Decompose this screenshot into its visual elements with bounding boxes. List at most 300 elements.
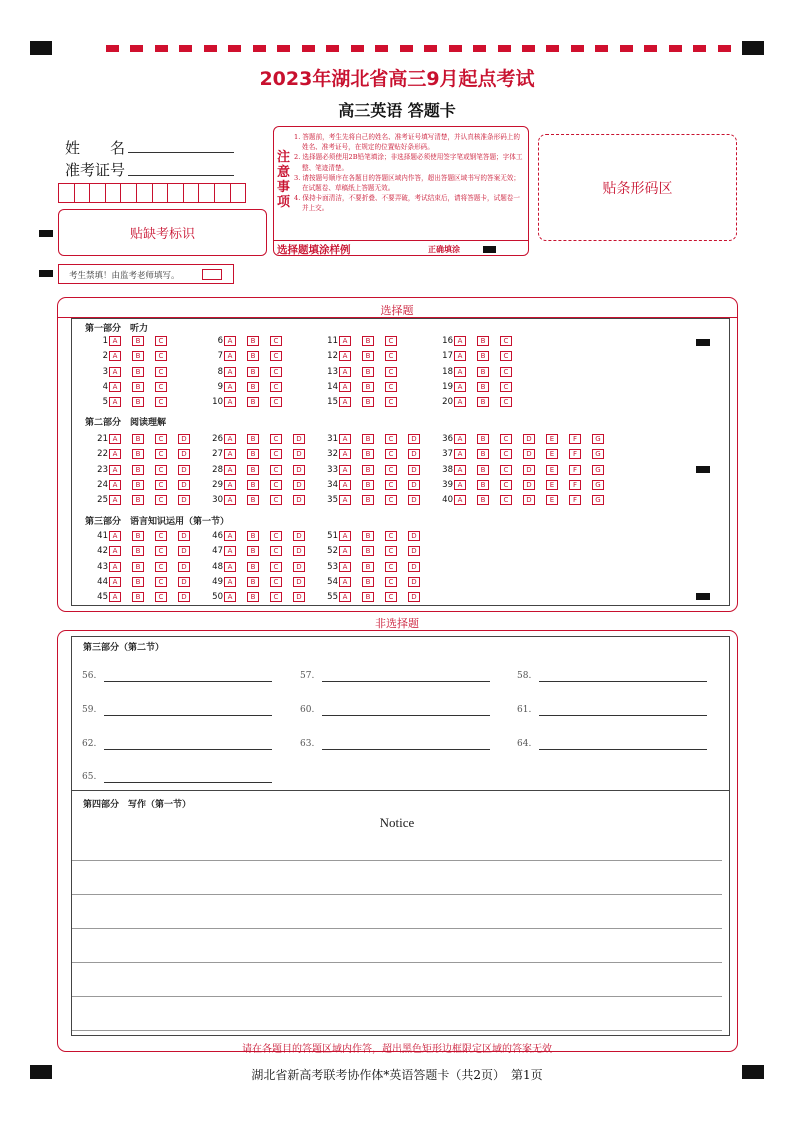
answer-bubble-a[interactable]: A — [224, 531, 236, 541]
answer-bubble-d[interactable]: D — [408, 434, 420, 444]
question-row — [207, 531, 316, 542]
answer-bubble-b[interactable]: B — [247, 449, 259, 459]
answer-bubble-a[interactable]: A — [339, 465, 351, 475]
answer-bubble-c[interactable]: C — [385, 546, 397, 556]
answer-bubble-c[interactable]: C — [385, 562, 397, 572]
blank-line[interactable] — [539, 749, 707, 750]
answer-bubble-c[interactable]: C — [270, 480, 282, 490]
answer-bubble-c[interactable]: C — [155, 434, 167, 444]
dash — [522, 45, 535, 52]
answer-bubble-c[interactable]: C — [385, 382, 397, 392]
blank-line[interactable] — [539, 715, 707, 716]
blank-line[interactable] — [104, 681, 272, 682]
answer-bubble-c[interactable]: C — [500, 397, 512, 407]
answer-bubble-c[interactable]: C — [500, 480, 512, 490]
answer-bubble-c[interactable]: C — [270, 382, 282, 392]
blank-number: 63. — [300, 739, 315, 749]
answer-bubble-a[interactable]: A — [224, 562, 236, 572]
question-row — [437, 449, 615, 460]
question-number: 19 — [442, 381, 453, 392]
question-number: 10 — [212, 397, 223, 408]
answer-bubble-e[interactable]: E — [546, 495, 558, 505]
answer-bubble-a[interactable]: A — [224, 382, 236, 392]
dash — [351, 45, 364, 52]
answer-bubble-a[interactable]: A — [339, 434, 351, 444]
writing-line[interactable] — [72, 860, 722, 861]
answer-bubble-d[interactable]: D — [178, 577, 190, 587]
answer-bubble-b[interactable]: B — [247, 382, 259, 392]
proctor-fill-box[interactable] — [202, 269, 222, 280]
answer-bubble-d[interactable]: D — [293, 546, 305, 556]
answer-bubble-c[interactable]: C — [385, 351, 397, 361]
question-number: 7 — [217, 351, 223, 362]
answer-bubble-d[interactable]: D — [408, 577, 420, 587]
answer-bubble-a[interactable]: A — [109, 367, 121, 377]
answer-bubble-a[interactable]: A — [224, 434, 236, 444]
answer-bubble-c[interactable]: C — [270, 465, 282, 475]
answer-bubble-a[interactable]: A — [224, 480, 236, 490]
answer-bubble-d[interactable]: D — [178, 592, 190, 602]
answer-bubble-d[interactable]: D — [293, 495, 305, 505]
ticket-digit-box[interactable] — [198, 183, 215, 203]
answer-bubble-a[interactable]: A — [109, 546, 121, 556]
answer-bubble-b[interactable]: B — [132, 449, 144, 459]
answer-bubble-b[interactable]: B — [132, 434, 144, 444]
answer-bubble-b[interactable]: B — [132, 577, 144, 587]
answer-bubble-d[interactable]: D — [408, 592, 420, 602]
answer-bubble-a[interactable]: A — [339, 495, 351, 505]
answer-bubble-c[interactable]: C — [155, 336, 167, 346]
question-row — [322, 367, 408, 378]
answer-bubble-b[interactable]: B — [362, 397, 374, 407]
dash — [106, 45, 119, 52]
answer-bubble-d[interactable]: D — [408, 480, 420, 490]
answer-bubble-b[interactable]: B — [477, 382, 489, 392]
answer-bubble-c[interactable]: C — [270, 546, 282, 556]
ticket-digit-box[interactable] — [183, 183, 200, 203]
answer-bubble-b[interactable]: B — [477, 397, 489, 407]
answer-bubble-a[interactable]: A — [454, 495, 466, 505]
answer-bubble-c[interactable]: C — [270, 336, 282, 346]
answer-bubble-d[interactable]: D — [178, 465, 190, 475]
answer-bubble-b[interactable]: B — [362, 577, 374, 587]
blank-number: 64. — [517, 739, 532, 749]
answer-bubble-b[interactable]: B — [247, 546, 259, 556]
answer-bubble-c[interactable]: C — [500, 351, 512, 361]
notice-item: 2. 选择题必须使用2B铅笔填涂；非选择题必须使用签字笔或钢笔答题；字体工整、笔迹清楚。 — [294, 153, 523, 172]
answer-bubble-c[interactable]: C — [155, 480, 167, 490]
answer-bubble-b[interactable]: B — [132, 465, 144, 475]
question-number: 21 — [97, 434, 108, 444]
answer-bubble-b[interactable]: B — [132, 382, 144, 392]
answer-bubble-a[interactable]: A — [224, 449, 236, 459]
answer-bubble-d[interactable]: D — [293, 480, 305, 490]
answer-bubble-b[interactable]: B — [477, 449, 489, 459]
answer-bubble-a[interactable]: A — [109, 351, 121, 361]
answer-bubble-a[interactable]: A — [109, 480, 121, 490]
answer-bubble-c[interactable]: C — [385, 531, 397, 541]
answer-bubble-c[interactable]: C — [385, 397, 397, 407]
answer-bubble-d[interactable]: D — [523, 449, 535, 459]
answer-bubble-d[interactable]: D — [408, 495, 420, 505]
answer-bubble-c[interactable]: C — [385, 592, 397, 602]
question-number: 52 — [327, 546, 338, 557]
ticket-digit-box[interactable] — [230, 183, 247, 203]
answer-bubble-b[interactable]: B — [132, 495, 144, 505]
answer-bubble-a[interactable]: A — [224, 336, 236, 346]
blank-line[interactable] — [104, 749, 272, 750]
answer-bubble-a[interactable]: A — [454, 382, 466, 392]
answer-bubble-a[interactable]: A — [109, 336, 121, 346]
answer-bubble-b[interactable]: B — [132, 397, 144, 407]
answer-bubble-c[interactable]: C — [385, 465, 397, 475]
answer-bubble-b[interactable]: B — [362, 495, 374, 505]
answer-bubble-a[interactable]: A — [339, 351, 351, 361]
question-number: 1 — [102, 336, 108, 346]
answer-bubble-f[interactable]: F — [569, 449, 581, 459]
answer-bubble-a[interactable]: A — [454, 397, 466, 407]
answer-bubble-a[interactable]: A — [224, 465, 236, 475]
answer-bubble-c[interactable]: C — [270, 397, 282, 407]
answer-bubble-b[interactable]: B — [132, 562, 144, 572]
answer-bubble-a[interactable]: A — [454, 480, 466, 490]
answer-bubble-c[interactable]: C — [155, 351, 167, 361]
barcode-area: 贴条形码区 — [538, 134, 737, 241]
answer-bubble-a[interactable]: A — [109, 592, 121, 602]
question-number: 18 — [442, 366, 453, 377]
answer-bubble-d[interactable]: D — [293, 592, 305, 602]
answer-bubble-a[interactable]: A — [109, 531, 121, 541]
answer-bubble-c[interactable]: C — [155, 382, 167, 392]
question-number: 47 — [212, 546, 223, 557]
answer-bubble-a[interactable]: A — [109, 434, 121, 444]
answer-bubble-c[interactable]: C — [270, 531, 282, 541]
ticket-digit-box[interactable] — [74, 183, 91, 203]
answer-bubble-g[interactable]: G — [592, 480, 604, 490]
question-row — [322, 480, 431, 491]
answer-bubble-b[interactable]: B — [477, 495, 489, 505]
writing-line[interactable] — [72, 996, 722, 997]
answer-bubble-c[interactable]: C — [270, 592, 282, 602]
blank-line[interactable] — [104, 715, 272, 716]
writing-line[interactable] — [72, 1030, 722, 1031]
answer-bubble-b[interactable]: B — [362, 336, 374, 346]
ticket-number-grid[interactable] — [58, 183, 245, 203]
answer-bubble-c[interactable]: C — [500, 382, 512, 392]
answer-bubble-c[interactable]: C — [155, 397, 167, 407]
answer-bubble-g[interactable]: G — [592, 449, 604, 459]
answer-bubble-c[interactable]: C — [385, 336, 397, 346]
dash — [130, 45, 143, 52]
answer-bubble-c[interactable]: C — [155, 592, 167, 602]
answer-bubble-b[interactable]: B — [362, 546, 374, 556]
ticket-digit-box[interactable] — [167, 183, 184, 203]
answer-bubble-e[interactable]: E — [546, 449, 558, 459]
question-number: 25 — [97, 495, 108, 506]
answer-bubble-c[interactable]: C — [385, 367, 397, 377]
answer-bubble-f[interactable]: F — [569, 465, 581, 475]
answer-bubble-c[interactable]: C — [155, 577, 167, 587]
answer-bubble-b[interactable]: B — [477, 336, 489, 346]
answer-bubble-a[interactable]: A — [109, 562, 121, 572]
answer-bubble-a[interactable]: A — [109, 495, 121, 505]
answer-bubble-d[interactable]: D — [408, 546, 420, 556]
blank-line[interactable] — [322, 715, 490, 716]
answer-bubble-d[interactable]: D — [178, 495, 190, 505]
answer-bubble-b[interactable]: B — [247, 465, 259, 475]
answer-bubble-b[interactable]: B — [132, 592, 144, 602]
writing-line[interactable] — [72, 962, 722, 963]
answer-bubble-b[interactable]: B — [362, 531, 374, 541]
answer-bubble-a[interactable]: A — [339, 367, 351, 377]
ticket-digit-box[interactable] — [89, 183, 106, 203]
notice-heading: 注意事项 — [277, 150, 291, 210]
blank-number: 61. — [517, 705, 532, 715]
answer-bubble-b[interactable]: B — [477, 480, 489, 490]
answer-bubble-c[interactable]: C — [385, 495, 397, 505]
answer-bubble-d[interactable]: D — [408, 449, 420, 459]
question-number: 17 — [442, 351, 453, 362]
answer-bubble-d[interactable]: D — [523, 495, 535, 505]
footer-note: 请在各题目的答题区域内作答，超出黑色矩形边框限定区域的答案无效 — [242, 1044, 552, 1055]
answer-bubble-a[interactable]: A — [224, 367, 236, 377]
answer-bubble-b[interactable]: B — [247, 480, 259, 490]
answer-bubble-c[interactable]: C — [270, 367, 282, 377]
answer-bubble-b[interactable]: B — [477, 465, 489, 475]
answer-bubble-e[interactable]: E — [546, 434, 558, 444]
question-number: 14 — [327, 381, 338, 392]
answer-bubble-d[interactable]: D — [408, 562, 420, 572]
answer-bubble-e[interactable]: E — [546, 480, 558, 490]
timing-mark — [39, 270, 53, 277]
answer-bubble-c[interactable]: C — [155, 495, 167, 505]
blank-line[interactable] — [539, 681, 707, 682]
question-row — [437, 397, 523, 408]
question-number: 29 — [212, 479, 223, 490]
answer-bubble-g[interactable]: G — [592, 434, 604, 444]
answer-bubble-d[interactable]: D — [408, 531, 420, 541]
answer-bubble-e[interactable]: E — [546, 465, 558, 475]
dash — [155, 45, 168, 52]
answer-bubble-f[interactable]: F — [569, 434, 581, 444]
answer-bubble-c[interactable]: C — [270, 351, 282, 361]
answer-bubble-f[interactable]: F — [569, 495, 581, 505]
answer-bubble-c[interactable]: C — [500, 367, 512, 377]
answer-bubble-b[interactable]: B — [362, 434, 374, 444]
answer-bubble-c[interactable]: C — [155, 449, 167, 459]
blank-number: 65. — [82, 772, 97, 782]
ticket-digit-box[interactable] — [136, 183, 153, 203]
answer-bubble-a[interactable]: A — [339, 449, 351, 459]
answer-bubble-a[interactable]: A — [224, 495, 236, 505]
footer-text: 湖北省新高考联考协作体*英语答题卡（共2页） 第1页 — [251, 1068, 543, 1082]
answer-bubble-a[interactable]: A — [339, 577, 351, 587]
answer-bubble-a[interactable]: A — [454, 434, 466, 444]
answer-bubble-a[interactable]: A — [454, 449, 466, 459]
answer-bubble-a[interactable]: A — [454, 351, 466, 361]
question-number: 55 — [327, 592, 338, 603]
answer-bubble-b[interactable]: B — [477, 367, 489, 377]
answer-bubble-c[interactable]: C — [385, 434, 397, 444]
question-row — [207, 562, 316, 573]
answer-bubble-b[interactable]: B — [132, 531, 144, 541]
answer-bubble-b[interactable]: B — [247, 495, 259, 505]
answer-bubble-c[interactable]: C — [270, 434, 282, 444]
name-field[interactable] — [128, 152, 234, 153]
answer-bubble-d[interactable]: D — [408, 465, 420, 475]
answer-bubble-b[interactable]: B — [477, 434, 489, 444]
answer-bubble-c[interactable]: C — [155, 546, 167, 556]
blank-line[interactable] — [322, 681, 490, 682]
answer-bubble-c[interactable]: C — [270, 449, 282, 459]
answer-bubble-a[interactable]: A — [224, 351, 236, 361]
answer-bubble-a[interactable]: A — [339, 546, 351, 556]
answer-bubble-b[interactable]: B — [362, 480, 374, 490]
question-row — [92, 546, 201, 557]
answer-bubble-d[interactable]: D — [178, 480, 190, 490]
answer-bubble-b[interactable]: B — [362, 465, 374, 475]
answer-bubble-a[interactable]: A — [109, 397, 121, 407]
question-number: 27 — [212, 449, 223, 460]
answer-bubble-b[interactable]: B — [247, 336, 259, 346]
answer-bubble-c[interactable]: C — [155, 562, 167, 572]
answer-bubble-a[interactable]: A — [454, 465, 466, 475]
answer-bubble-d[interactable]: D — [523, 480, 535, 490]
answer-bubble-a[interactable]: A — [224, 397, 236, 407]
answer-bubble-c[interactable]: C — [270, 577, 282, 587]
answer-bubble-b[interactable]: B — [362, 382, 374, 392]
question-row — [322, 577, 431, 588]
answer-bubble-c[interactable]: C — [500, 434, 512, 444]
answer-bubble-b[interactable]: B — [477, 351, 489, 361]
answer-bubble-b[interactable]: B — [132, 351, 144, 361]
answer-bubble-d[interactable]: D — [293, 434, 305, 444]
question-row — [92, 531, 201, 542]
answer-bubble-b[interactable]: B — [362, 367, 374, 377]
question-number: 33 — [327, 464, 338, 475]
answer-bubble-b[interactable]: B — [247, 397, 259, 407]
answer-bubble-b[interactable]: B — [132, 367, 144, 377]
answer-bubble-c[interactable]: C — [385, 449, 397, 459]
answer-bubble-c[interactable]: C — [155, 465, 167, 475]
ticket-digit-box[interactable] — [120, 183, 137, 203]
answer-bubble-b[interactable]: B — [247, 531, 259, 541]
ticket-digit-box[interactable] — [214, 183, 231, 203]
answer-bubble-b[interactable]: B — [247, 592, 259, 602]
answer-bubble-a[interactable]: A — [454, 336, 466, 346]
answer-bubble-a[interactable]: A — [109, 449, 121, 459]
blank-line[interactable] — [322, 749, 490, 750]
answer-bubble-a[interactable]: A — [224, 546, 236, 556]
question-number: 42 — [97, 546, 108, 557]
ticket-digit-box[interactable] — [152, 183, 169, 203]
ticket-underline — [128, 175, 234, 176]
answer-bubble-d[interactable]: D — [178, 434, 190, 444]
answer-bubble-d[interactable]: D — [523, 465, 535, 475]
answer-bubble-b[interactable]: B — [362, 351, 374, 361]
question-number: 46 — [212, 531, 223, 541]
answer-bubble-c[interactable]: C — [500, 495, 512, 505]
answer-bubble-a[interactable]: A — [109, 465, 121, 475]
answer-bubble-a[interactable]: A — [339, 592, 351, 602]
answer-bubble-d[interactable]: D — [293, 531, 305, 541]
question-row — [437, 465, 615, 476]
dash — [571, 45, 584, 52]
answer-bubble-c[interactable]: C — [155, 367, 167, 377]
answer-bubble-b[interactable]: B — [247, 434, 259, 444]
answer-bubble-c[interactable]: C — [385, 480, 397, 490]
answer-bubble-b[interactable]: B — [247, 367, 259, 377]
answer-bubble-d[interactable]: D — [178, 562, 190, 572]
answer-bubble-c[interactable]: C — [385, 577, 397, 587]
answer-bubble-d[interactable]: D — [293, 562, 305, 572]
writing-line[interactable] — [72, 894, 722, 895]
notice-list — [294, 132, 526, 214]
answer-bubble-a[interactable]: A — [339, 397, 351, 407]
question-row — [92, 577, 201, 588]
answer-bubble-b[interactable]: B — [247, 562, 259, 572]
ticket-digit-box[interactable] — [105, 183, 122, 203]
answer-bubble-a[interactable]: A — [339, 531, 351, 541]
answer-bubble-a[interactable]: A — [339, 336, 351, 346]
answer-bubble-a[interactable]: A — [109, 382, 121, 392]
answer-bubble-a[interactable]: A — [109, 577, 121, 587]
blank-line[interactable] — [104, 782, 272, 783]
answer-bubble-b[interactable]: B — [247, 577, 259, 587]
answer-bubble-g[interactable]: G — [592, 465, 604, 475]
answer-bubble-a[interactable]: A — [454, 367, 466, 377]
answer-bubble-f[interactable]: F — [569, 480, 581, 490]
blank-number: 60. — [300, 705, 315, 715]
answer-bubble-c[interactable]: C — [500, 449, 512, 459]
answer-bubble-c[interactable]: C — [155, 531, 167, 541]
answer-bubble-b[interactable]: B — [132, 480, 144, 490]
answer-bubble-d[interactable]: D — [178, 546, 190, 556]
question-row — [437, 336, 523, 347]
correct-fill-label: 正确填涂 — [428, 245, 460, 254]
ticket-digit-box[interactable] — [58, 183, 75, 203]
question-row — [207, 336, 293, 347]
question-number: 12 — [327, 351, 338, 362]
answer-bubble-g[interactable]: G — [592, 495, 604, 505]
answer-bubble-d[interactable]: D — [178, 531, 190, 541]
answer-bubble-b[interactable]: B — [132, 546, 144, 556]
answer-bubble-a[interactable]: A — [224, 592, 236, 602]
answer-bubble-d[interactable]: D — [293, 577, 305, 587]
answer-bubble-a[interactable]: A — [224, 577, 236, 587]
answer-bubble-a[interactable]: A — [339, 480, 351, 490]
answer-bubble-a[interactable]: A — [339, 382, 351, 392]
answer-bubble-c[interactable]: C — [500, 336, 512, 346]
answer-bubble-b[interactable]: B — [247, 351, 259, 361]
choice-section-title: 选择题 — [380, 304, 414, 317]
answer-bubble-d[interactable]: D — [178, 449, 190, 459]
answer-bubble-d[interactable]: D — [293, 449, 305, 459]
answer-bubble-b[interactable]: B — [362, 562, 374, 572]
answer-bubble-c[interactable]: C — [500, 465, 512, 475]
answer-bubble-b[interactable]: B — [362, 592, 374, 602]
dash — [302, 45, 315, 52]
answer-bubble-a[interactable]: A — [339, 562, 351, 572]
answer-bubble-c[interactable]: C — [270, 562, 282, 572]
answer-bubble-d[interactable]: D — [293, 465, 305, 475]
answer-bubble-b[interactable]: B — [132, 336, 144, 346]
answer-bubble-d[interactable]: D — [523, 434, 535, 444]
answer-bubble-c[interactable]: C — [270, 495, 282, 505]
answer-bubble-b[interactable]: B — [362, 449, 374, 459]
writing-line[interactable] — [72, 928, 722, 929]
question-number: 24 — [97, 479, 108, 490]
